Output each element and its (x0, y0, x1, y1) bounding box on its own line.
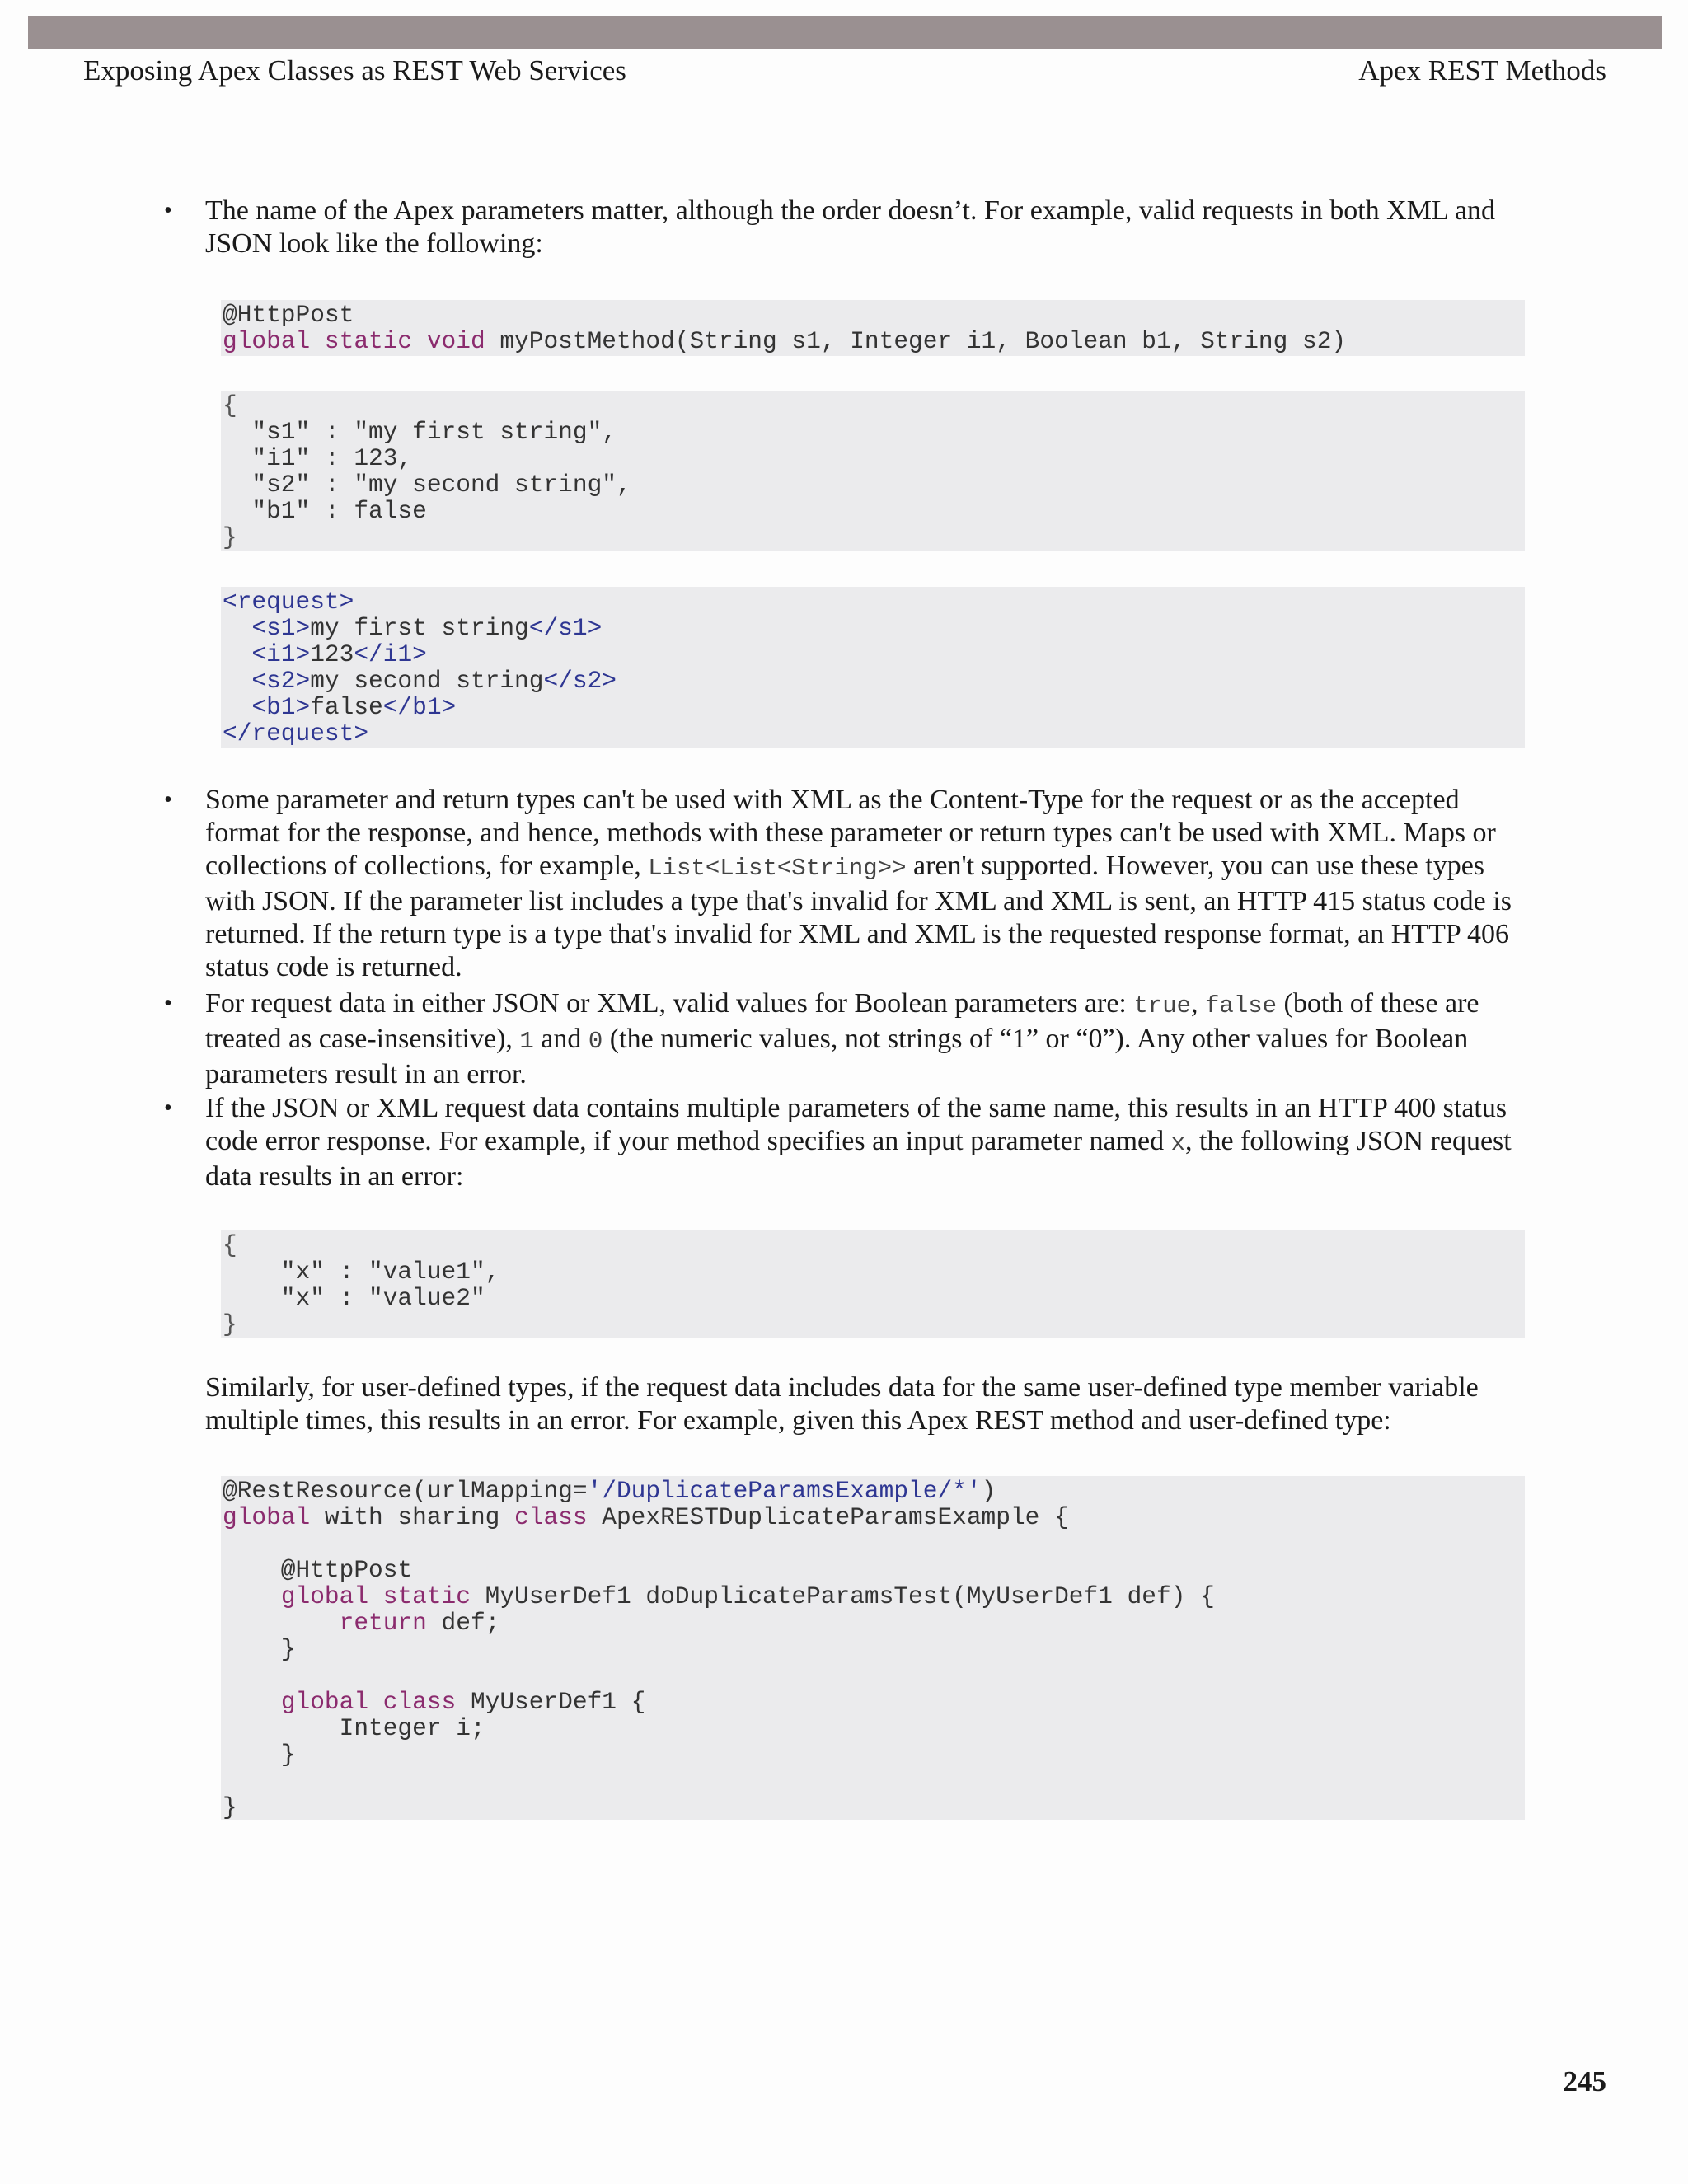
code-line: } (223, 1635, 296, 1663)
inline-code: 0 (588, 1028, 603, 1055)
code-line: "x" : "value2" (223, 1284, 485, 1312)
paragraph-user-defined-types: Similarly, for user-defined types, if the request data includes data for the same user-defined type member variable multiple times, this results in an error. For example, given this Apex REST method and user-defined type: (205, 1372, 1479, 1436)
inline-code: x (1170, 1130, 1186, 1157)
inline-code: false (1205, 992, 1278, 1019)
bullet-xml-unsupported-types: • Some parameter and return types can't be used with XML as the Content-Type for the request or as the accepted format for the response, and hence, methods with these parameter or return types can't be used with XML. Maps or collections of collections, for example, List<List<String>> aren't supported. However, you can use these types with JSON. If the parameter list includes a type that's invalid for XML and XML is sent, an HTTP 415 status code is returned. If the return type is a type that's invalid for XML and XML is the requested response format, an HTTP 406 status code is returned. (205, 784, 1540, 984)
code-line: <s1>my first string</s1> (251, 614, 603, 642)
bullet-parameter-names (205, 194, 1540, 260)
code-line: } (223, 523, 237, 551)
code-line: global static MyUserDef1 doDuplicateParamsTest(MyUserDef1 def) { (280, 1582, 1215, 1610)
inline-code: true (1133, 992, 1192, 1019)
code-line: @RestResource(urlMapping='/DuplicateParamsExample/*') (223, 1477, 996, 1505)
code-line: Integer i; (223, 1714, 485, 1742)
bullet-duplicate-params: • If the JSON or XML request data contains multiple parameters of the same name, this results in an HTTP 400 status code error response. For example, if your method specifies an input parameter named x, the following JSON request data results in an error: (205, 1092, 1540, 1193)
code-line: <request> (223, 588, 354, 616)
code-line: } (223, 1310, 237, 1338)
code-block-xml-request (221, 587, 1525, 748)
code-line: "x" : "value1", (223, 1258, 500, 1286)
code-line: } (223, 1741, 296, 1769)
running-header-section: Apex REST Methods (1358, 54, 1606, 87)
code-line: <b1>false</b1> (251, 693, 457, 721)
code-line: return def; (339, 1609, 500, 1637)
code-line: global class MyUserDef1 { (280, 1688, 646, 1716)
page-number: 245 (1563, 2065, 1606, 2097)
code-line: </request> (223, 719, 369, 748)
code-line: <s2>my second string</s2> (251, 667, 617, 695)
code-line: @HttpPost (223, 1556, 413, 1584)
code-block-signature (221, 300, 1525, 356)
code-line: <i1>123</i1> (251, 640, 427, 668)
bullet-boolean-values: • For request data in either JSON or XML, valid values for Boolean parameters are: true, false (both of these are treated as case-insensitive), 1 and 0 (the numeric values, not strings of “1” or “0”). Any other values for Boolean parameters result in an error. (205, 987, 1540, 1091)
code-line: { (223, 391, 237, 419)
code-line: @HttpPost (223, 301, 354, 329)
bullet-text: The name of the Apex parameters matter, although the order doesn’t. For example, valid requests in both XML and JSON look like the following: (205, 195, 1496, 259)
inline-code: 1 (519, 1028, 534, 1055)
code-line: "i1" : 123, (223, 444, 413, 472)
code-line: "s2" : "my second string", (223, 471, 631, 499)
code-line: global with sharing class ApexRESTDuplicateParamsExample { (223, 1503, 1069, 1531)
code-line-blank (223, 1662, 1525, 1689)
code-block-json-request (221, 391, 1525, 551)
code-line-blank (223, 1768, 1525, 1794)
code-line: global static void myPostMethod(String s1, Integer i1, Boolean b1, String s2) (223, 327, 1347, 355)
code-block-apex-class (221, 1476, 1525, 1820)
code-block-duplicate-json (221, 1230, 1525, 1338)
code-line: "b1" : false (223, 497, 427, 525)
code-line: } (223, 1793, 237, 1821)
inline-code: List<List<String>> (648, 855, 907, 882)
code-line-blank (223, 1530, 1525, 1557)
code-line: "s1" : "my first string", (223, 418, 617, 446)
running-header-title: Exposing Apex Classes as REST Web Services (83, 54, 626, 87)
header-bar (28, 16, 1662, 49)
code-line: { (223, 1231, 237, 1259)
